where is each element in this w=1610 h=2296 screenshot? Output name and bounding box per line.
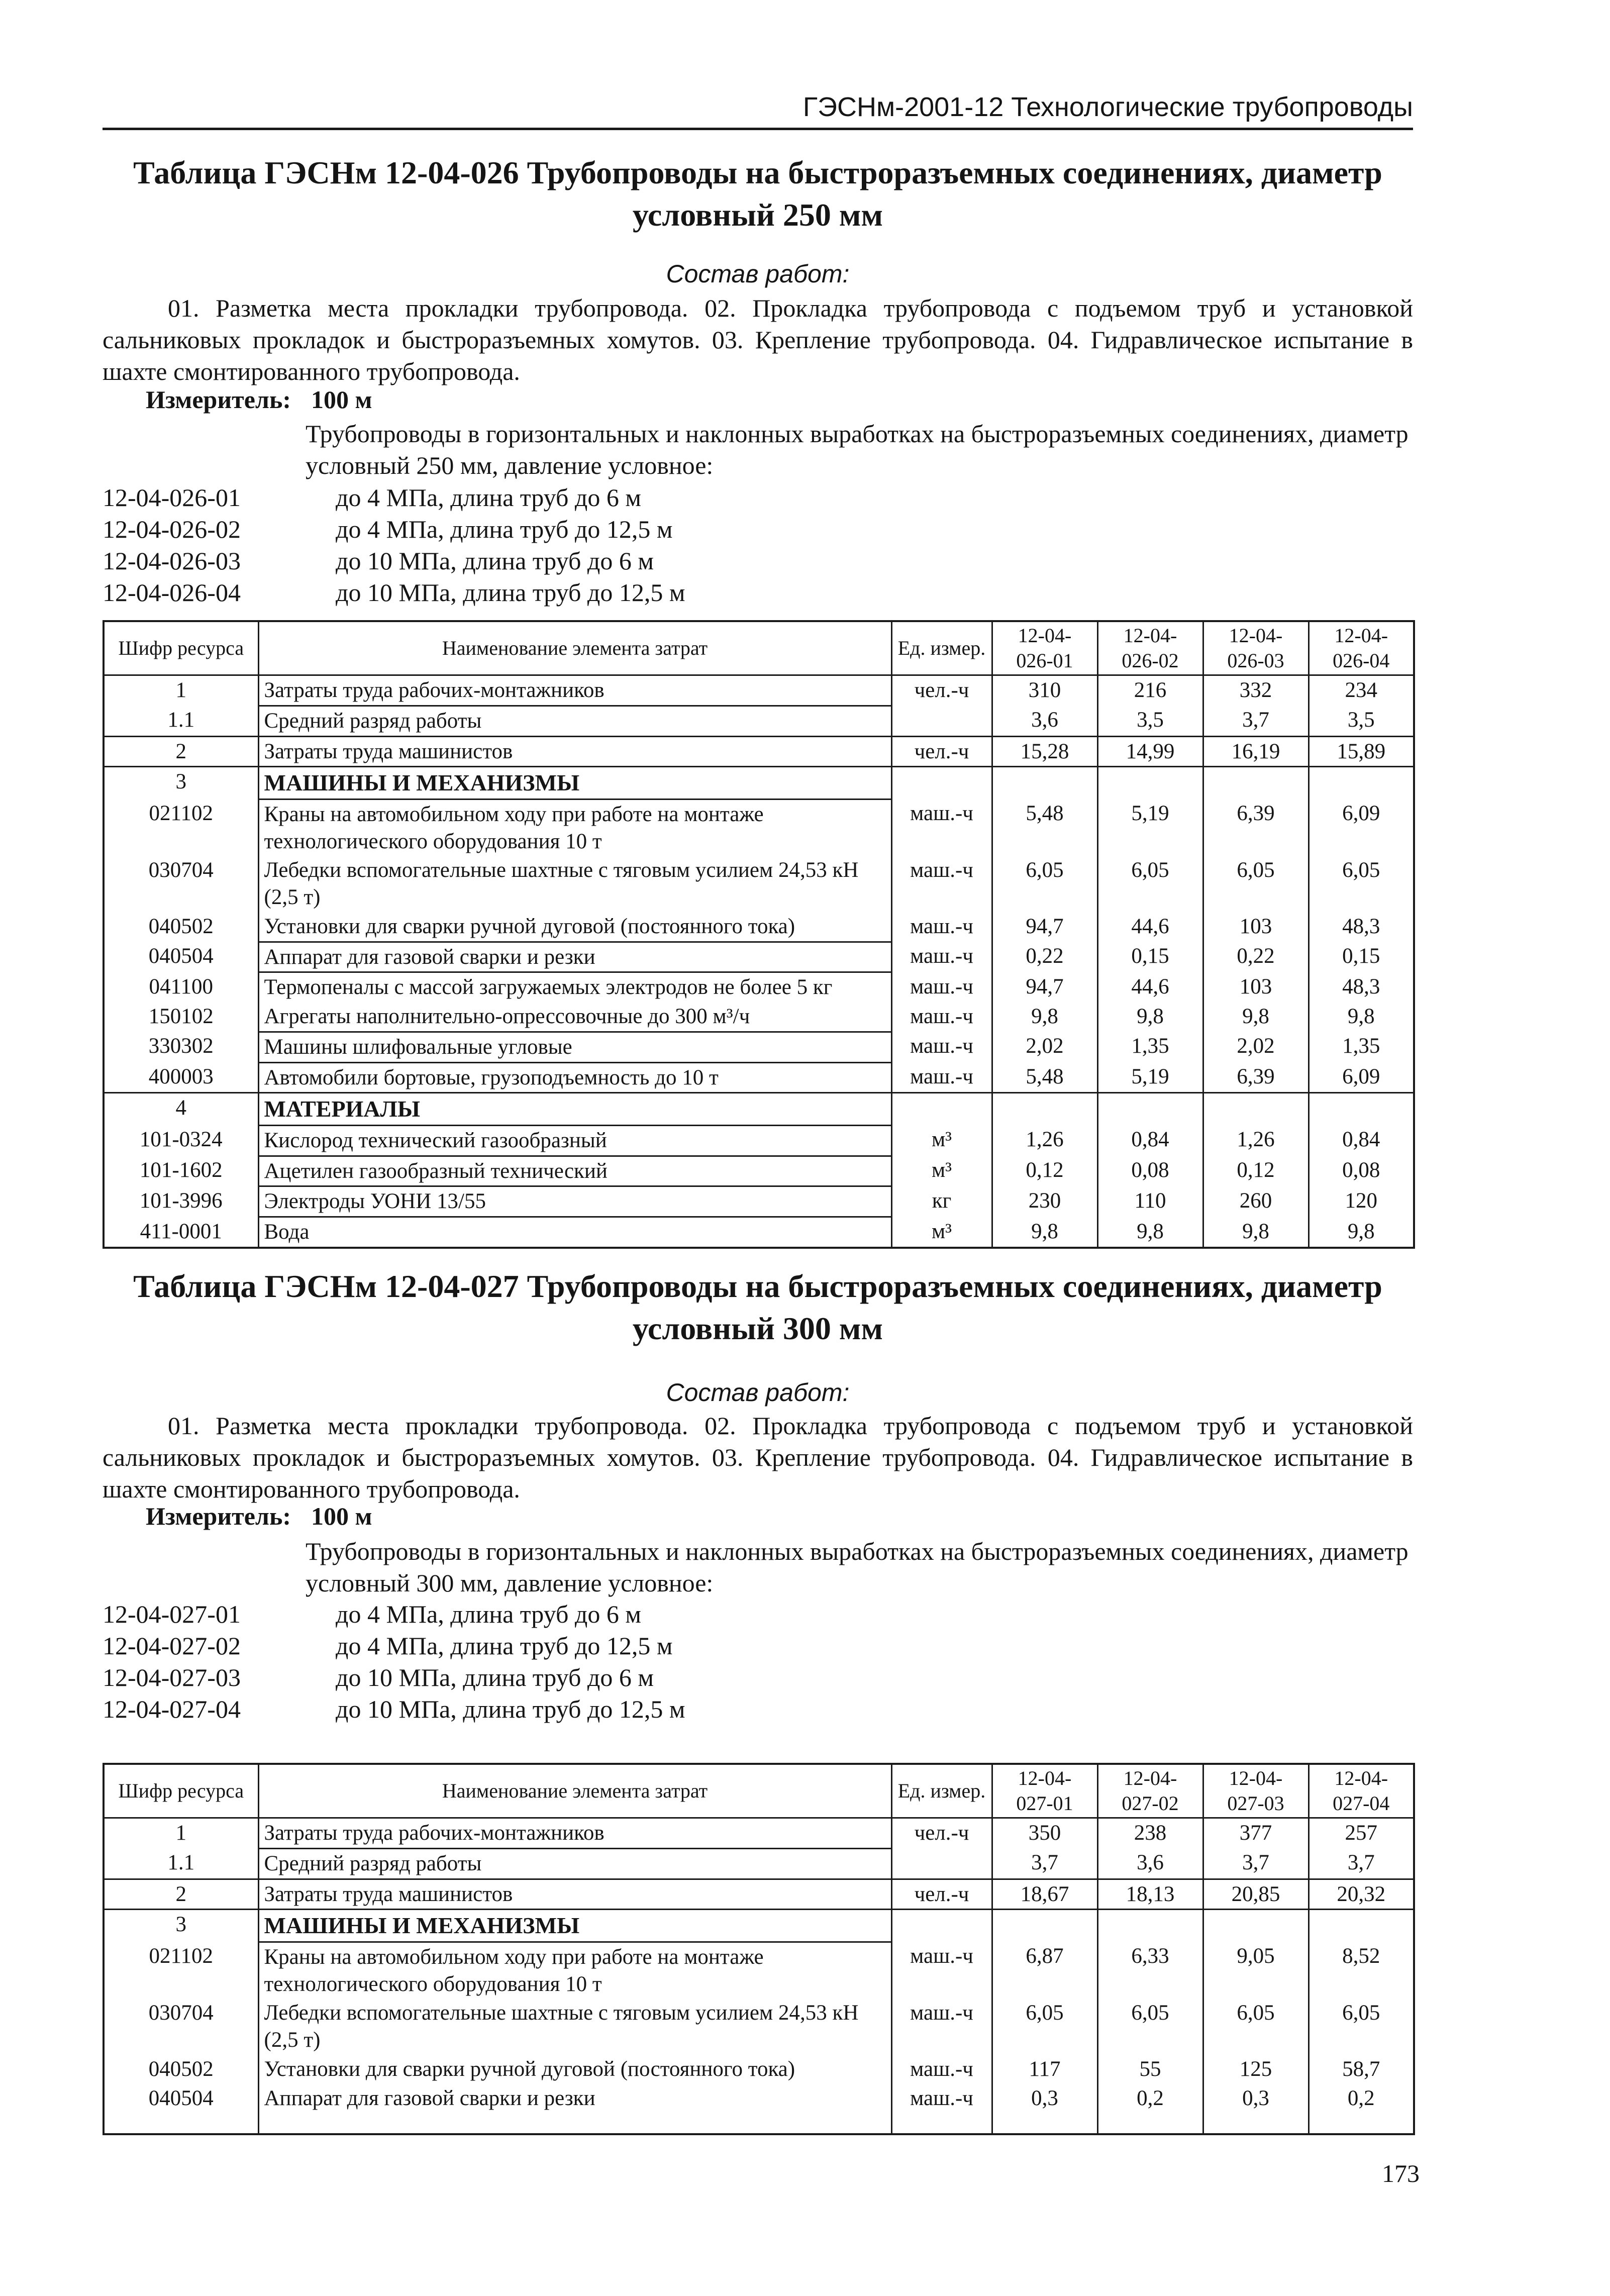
cell-value: 0,12 bbox=[992, 1156, 1097, 1186]
cell-value: 15,28 bbox=[992, 736, 1097, 767]
work-operations: 01. Разметка места прокладки трубопровода. 02. Прокладка трубопровода с подъемом труб и установкой сальниковых прокладок и быстроразъемных хомутов. 03. Крепление трубопровода. 04. Гидравлическое испытание в шахте смонтированного трубопровода. bbox=[103, 294, 1413, 385]
cell-code: 2 bbox=[104, 1879, 258, 1910]
table-row bbox=[104, 1156, 1414, 1186]
cell-value: 0,15 bbox=[1097, 942, 1203, 972]
cell-value: 125 bbox=[1203, 2055, 1309, 2084]
variant-code: 12-04-027-01 bbox=[103, 1600, 241, 1628]
cell-value: 8,52 bbox=[1309, 1942, 1414, 1999]
column-header-name: Наименование элемента затрат bbox=[258, 621, 891, 675]
cell-unit: чел.-ч bbox=[891, 1879, 992, 1910]
table-title-line1: Таблица ГЭСНм 12-04-027 Трубопроводы на быстроразъемных соединениях, диаметр bbox=[133, 1268, 1382, 1304]
cell-name: Кислород технический газообразный bbox=[258, 1125, 891, 1156]
cell-value: 5,48 bbox=[992, 1062, 1097, 1093]
cell-name: Установки для сварки ручной дуговой (постоянного тока) bbox=[258, 2055, 891, 2084]
variant-text: до 10 МПа, длина труб до 6 м bbox=[336, 1663, 654, 1691]
cell-value: 18,13 bbox=[1097, 1879, 1203, 1910]
cell-code: 101-3996 bbox=[104, 1186, 258, 1217]
table-section-row bbox=[104, 1910, 1414, 1942]
table-row bbox=[104, 1942, 1414, 1999]
cell-value: 5,19 bbox=[1097, 799, 1203, 856]
cell-value: 0,84 bbox=[1309, 1125, 1414, 1156]
cell-name: Машины шлифовальные угловые bbox=[258, 1032, 891, 1062]
cell-value: 6,05 bbox=[1203, 856, 1309, 912]
cell-value: 6,09 bbox=[1309, 1062, 1414, 1093]
cell-value: 120 bbox=[1309, 1186, 1414, 1217]
cell-value: 6,05 bbox=[1203, 1999, 1309, 2055]
cell-value: 9,8 bbox=[1097, 1217, 1203, 1248]
cell-unit: чел.-ч bbox=[891, 675, 992, 706]
cell-value: 3,7 bbox=[1309, 1848, 1414, 1879]
cell-unit: маш.-ч bbox=[891, 942, 992, 972]
table-row bbox=[104, 942, 1414, 972]
cell-value: 0,84 bbox=[1097, 1125, 1203, 1156]
cell-name: Средний разряд работы bbox=[258, 1848, 891, 1879]
variant-row bbox=[103, 1661, 1413, 1693]
cell-value: 230 bbox=[992, 1186, 1097, 1217]
cell-unit: маш.-ч bbox=[891, 2055, 992, 2084]
cell-value: 44,6 bbox=[1097, 912, 1203, 942]
variant-code: 12-04-026-03 bbox=[103, 546, 241, 575]
resource-table bbox=[103, 620, 1415, 1249]
cell-name: Затраты труда рабочих-монтажников bbox=[258, 675, 891, 706]
cell-unit: маш.-ч bbox=[891, 1062, 992, 1093]
table-section-row bbox=[104, 767, 1414, 800]
work-composition-label: Состав работ: bbox=[666, 260, 850, 288]
norm-group-description: Трубопроводы в горизонтальных и наклонных выработках на быстроразъемных соединениях, диаметр условный 250 мм, давление условное: bbox=[306, 420, 1408, 479]
cell-value: 2,02 bbox=[992, 1032, 1097, 1062]
variant-code: 12-04-027-04 bbox=[103, 1694, 241, 1723]
cell-value: 6,39 bbox=[1203, 799, 1309, 856]
cell-code: 3 bbox=[104, 1910, 258, 1942]
cell-name: Краны на автомобильном ходу при работе на монтаже технологического оборудования 10 т bbox=[258, 1942, 891, 1999]
variant-text: до 4 МПа, длина труб до 6 м bbox=[336, 483, 641, 512]
measure-value: 100 м bbox=[311, 1502, 372, 1530]
measure-label: Измеритель: bbox=[146, 385, 291, 414]
cell-value: 0,3 bbox=[1203, 2084, 1309, 2134]
cell-value: 0,08 bbox=[1309, 1156, 1414, 1186]
table-row bbox=[104, 1818, 1414, 1849]
variant-code: 12-04-026-04 bbox=[103, 578, 241, 607]
table-row bbox=[104, 856, 1414, 912]
table-row bbox=[104, 799, 1414, 856]
column-header-code: Шифр ресурса bbox=[104, 621, 258, 675]
page-number: 173 bbox=[1382, 2159, 1420, 2187]
cell-value: 6,87 bbox=[992, 1942, 1097, 1999]
cell-unit: чел.-ч bbox=[891, 736, 992, 767]
table-row bbox=[104, 1848, 1414, 1879]
cell-name: Аппарат для газовой сварки и резки bbox=[258, 2084, 891, 2134]
cell-name: МАТЕРИАЛЫ bbox=[258, 1093, 891, 1126]
cell-value: 3,7 bbox=[1203, 706, 1309, 736]
cell-name: Лебедки вспомогательные шахтные с тяговым усилием 24,53 кН (2,5 т) bbox=[258, 1999, 891, 2055]
column-header-norm: 12-04- 027-01 bbox=[992, 1764, 1097, 1818]
table-row bbox=[104, 1032, 1414, 1062]
variant-list bbox=[103, 1598, 1413, 1725]
norm-group-description: Трубопроводы в горизонтальных и наклонных выработках на быстроразъемных соединениях, диаметр условный 300 мм, давление условное: bbox=[306, 1537, 1408, 1597]
variant-row bbox=[103, 576, 1413, 608]
cell-unit: маш.-ч bbox=[891, 2084, 992, 2134]
cell-value: 110 bbox=[1097, 1186, 1203, 1217]
column-header-norm: 12-04- 026-02 bbox=[1097, 621, 1203, 675]
cell-unit: маш.-ч bbox=[891, 856, 992, 912]
column-header-norm: 12-04- 026-01 bbox=[992, 621, 1097, 675]
cell-unit: чел.-ч bbox=[891, 1818, 992, 1849]
variant-row bbox=[103, 513, 1413, 545]
column-header-norm: 12-04- 027-03 bbox=[1203, 1764, 1309, 1818]
cell-code: 1.1 bbox=[104, 706, 258, 736]
cell-value: 6,05 bbox=[992, 1999, 1097, 2055]
table-row bbox=[104, 2055, 1414, 2084]
variant-text: до 10 МПа, длина труб до 12,5 м bbox=[336, 1694, 685, 1723]
cell-value: 9,8 bbox=[1203, 1217, 1309, 1248]
cell-name: Краны на автомобильном ходу при работе на монтаже технологического оборудования 10 т bbox=[258, 799, 891, 856]
table-title bbox=[103, 1265, 1413, 1350]
variant-code: 12-04-026-01 bbox=[103, 483, 241, 512]
table-title bbox=[103, 152, 1413, 236]
cell-value: 0,22 bbox=[992, 942, 1097, 972]
cell-value: 3,5 bbox=[1309, 706, 1414, 736]
cell-value: 6,05 bbox=[1097, 856, 1203, 912]
table-row bbox=[104, 2084, 1414, 2134]
cell-value: 3,6 bbox=[1097, 1848, 1203, 1879]
cell-code: 040504 bbox=[104, 942, 258, 972]
cell-value: 1,35 bbox=[1309, 1032, 1414, 1062]
table-row bbox=[104, 1879, 1414, 1910]
cell-unit: маш.-ч bbox=[891, 972, 992, 1002]
cell-name: Аппарат для газовой сварки и резки bbox=[258, 942, 891, 972]
cell-value: 1,26 bbox=[1203, 1125, 1309, 1156]
cell-name: Вода bbox=[258, 1217, 891, 1248]
cell-code: 1 bbox=[104, 1818, 258, 1849]
table-row bbox=[104, 675, 1414, 706]
measure-value: 100 м bbox=[311, 385, 372, 414]
table-section-row bbox=[104, 1093, 1414, 1126]
cell-value: 9,8 bbox=[1309, 1002, 1414, 1032]
cell-value: 0,2 bbox=[1097, 2084, 1203, 2134]
cell-value: 257 bbox=[1309, 1818, 1414, 1849]
cell-value: 332 bbox=[1203, 675, 1309, 706]
column-header-norm: 12-04- 027-02 bbox=[1097, 1764, 1203, 1818]
cell-value: 3,7 bbox=[1203, 1848, 1309, 1879]
table-row bbox=[104, 736, 1414, 767]
cell-unit: м³ bbox=[891, 1217, 992, 1248]
cell-unit: маш.-ч bbox=[891, 1942, 992, 1999]
cell-value: 94,7 bbox=[992, 972, 1097, 1002]
cell-value: 3,7 bbox=[992, 1848, 1097, 1879]
table-title-line2: условный 250 мм bbox=[632, 197, 883, 233]
table-row bbox=[104, 706, 1414, 736]
cell-value: 6,09 bbox=[1309, 799, 1414, 856]
table-row bbox=[104, 1186, 1414, 1217]
variant-code: 12-04-026-02 bbox=[103, 515, 241, 543]
cell-value: 9,05 bbox=[1203, 1942, 1309, 1999]
variant-code: 12-04-027-03 bbox=[103, 1663, 241, 1691]
cell-value: 0,12 bbox=[1203, 1156, 1309, 1186]
cell-value: 310 bbox=[992, 675, 1097, 706]
variant-text: до 4 МПа, длина труб до 12,5 м bbox=[336, 1631, 673, 1660]
cell-value: 20,32 bbox=[1309, 1879, 1414, 1910]
cell-unit: маш.-ч bbox=[891, 1999, 992, 2055]
cell-code: 1 bbox=[104, 675, 258, 706]
cell-value: 55 bbox=[1097, 2055, 1203, 2084]
variant-row bbox=[103, 1598, 1413, 1630]
variant-row bbox=[103, 1630, 1413, 1661]
cell-value: 350 bbox=[992, 1818, 1097, 1849]
column-header-unit: Ед. измер. bbox=[891, 621, 992, 675]
cell-value: 94,7 bbox=[992, 912, 1097, 942]
cell-value: 103 bbox=[1203, 972, 1309, 1002]
table-row bbox=[104, 1002, 1414, 1032]
cell-unit: м³ bbox=[891, 1125, 992, 1156]
cell-value: 238 bbox=[1097, 1818, 1203, 1849]
cell-name: МАШИНЫ И МЕХАНИЗМЫ bbox=[258, 767, 891, 800]
cell-value: 48,3 bbox=[1309, 912, 1414, 942]
variant-list bbox=[103, 481, 1413, 608]
variant-text: до 4 МПа, длина труб до 12,5 м bbox=[336, 515, 673, 543]
table-row bbox=[104, 912, 1414, 942]
cell-code: 030704 bbox=[104, 856, 258, 912]
cell-code: 040502 bbox=[104, 2055, 258, 2084]
cell-name: Затраты труда рабочих-монтажников bbox=[258, 1818, 891, 1849]
cell-name: Затраты труда машинистов bbox=[258, 1879, 891, 1910]
cell-unit: маш.-ч bbox=[891, 912, 992, 942]
cell-value: 58,7 bbox=[1309, 2055, 1414, 2084]
cell-value: 1,35 bbox=[1097, 1032, 1203, 1062]
cell-value: 234 bbox=[1309, 675, 1414, 706]
variant-text: до 10 МПа, длина труб до 6 м bbox=[336, 546, 654, 575]
cell-value: 0,22 bbox=[1203, 942, 1309, 972]
column-header-norm: 12-04- 026-04 bbox=[1309, 621, 1414, 675]
cell-value: 6,39 bbox=[1203, 1062, 1309, 1093]
cell-name: Автомобили бортовые, грузоподъемность до 10 т bbox=[258, 1062, 891, 1093]
cell-value: 15,89 bbox=[1309, 736, 1414, 767]
cell-unit: маш.-ч bbox=[891, 1032, 992, 1062]
table-row bbox=[104, 972, 1414, 1002]
cell-name: Затраты труда машинистов bbox=[258, 736, 891, 767]
cell-value: 117 bbox=[992, 2055, 1097, 2084]
cell-value: 3,5 bbox=[1097, 706, 1203, 736]
cell-name: Ацетилен газообразный технический bbox=[258, 1156, 891, 1186]
cell-value: 16,19 bbox=[1203, 736, 1309, 767]
cell-code: 021102 bbox=[104, 799, 258, 856]
cell-code: 101-1602 bbox=[104, 1156, 258, 1186]
table-row bbox=[104, 1217, 1414, 1248]
cell-code: 411-0001 bbox=[104, 1217, 258, 1248]
cell-value: 0,3 bbox=[992, 2084, 1097, 2134]
cell-code: 4 bbox=[104, 1093, 258, 1126]
variant-text: до 4 МПа, длина труб до 6 м bbox=[336, 1600, 641, 1628]
column-header-unit: Ед. измер. bbox=[891, 1764, 992, 1818]
variant-text: до 10 МПа, длина труб до 12,5 м bbox=[336, 578, 685, 607]
column-header-norm: 12-04- 026-03 bbox=[1203, 621, 1309, 675]
cell-value: 44,6 bbox=[1097, 972, 1203, 1002]
cell-value: 9,8 bbox=[1203, 1002, 1309, 1032]
cell-value: 3,6 bbox=[992, 706, 1097, 736]
cell-name: Средний разряд работы bbox=[258, 706, 891, 736]
column-header-norm: 12-04- 027-04 bbox=[1309, 1764, 1414, 1818]
work-operations: 01. Разметка места прокладки трубопровода. 02. Прокладка трубопровода с подъемом труб и установкой сальниковых прокладок и быстроразъемных хомутов. 03. Крепление трубопровода. 04. Гидравлическое испытание в шахте смонтированного трубопровода. bbox=[103, 1412, 1413, 1503]
column-header-name: Наименование элемента затрат bbox=[258, 1764, 891, 1818]
cell-unit: м³ bbox=[891, 1156, 992, 1186]
column-header-code: Шифр ресурса bbox=[104, 1764, 258, 1818]
measure-line bbox=[146, 1502, 392, 1531]
cell-value: 377 bbox=[1203, 1818, 1309, 1849]
cell-value: 5,48 bbox=[992, 799, 1097, 856]
variant-code: 12-04-027-02 bbox=[103, 1631, 241, 1660]
cell-value: 1,26 bbox=[992, 1125, 1097, 1156]
cell-unit bbox=[891, 1848, 992, 1879]
running-header-text: ГЭСНм-2001-12 Технологические трубопроводы bbox=[802, 92, 1413, 122]
cell-value: 20,85 bbox=[1203, 1879, 1309, 1910]
cell-code: 2 bbox=[104, 736, 258, 767]
cell-value: 6,05 bbox=[1309, 856, 1414, 912]
cell-value: 6,05 bbox=[992, 856, 1097, 912]
cell-unit: кг bbox=[891, 1186, 992, 1217]
cell-code: 021102 bbox=[104, 1942, 258, 1999]
cell-value: 6,05 bbox=[1309, 1999, 1414, 2055]
cell-value: 9,8 bbox=[992, 1217, 1097, 1248]
variant-row bbox=[103, 545, 1413, 576]
cell-name: Электроды УОНИ 13/55 bbox=[258, 1186, 891, 1217]
work-composition-label: Состав работ: bbox=[666, 1378, 850, 1407]
cell-value: 18,67 bbox=[992, 1879, 1097, 1910]
table-title-line1: Таблица ГЭСНм 12-04-026 Трубопроводы на быстроразъемных соединениях, диаметр bbox=[133, 155, 1382, 190]
cell-unit bbox=[891, 706, 992, 736]
cell-code: 3 bbox=[104, 767, 258, 800]
cell-value: 9,8 bbox=[1309, 1217, 1414, 1248]
cell-code: 040504 bbox=[104, 2084, 258, 2134]
cell-code: 1.1 bbox=[104, 1848, 258, 1879]
cell-unit: маш.-ч bbox=[891, 1002, 992, 1032]
cell-value: 2,02 bbox=[1203, 1032, 1309, 1062]
cell-value: 6,05 bbox=[1097, 1999, 1203, 2055]
variant-row bbox=[103, 1693, 1413, 1725]
cell-code: 030704 bbox=[104, 1999, 258, 2055]
measure-line bbox=[146, 385, 392, 414]
cell-name: Установки для сварки ручной дуговой (постоянного тока) bbox=[258, 912, 891, 942]
cell-code: 400003 bbox=[104, 1062, 258, 1093]
cell-value: 216 bbox=[1097, 675, 1203, 706]
table-row bbox=[104, 1062, 1414, 1093]
measure-label: Измеритель: bbox=[146, 1502, 291, 1530]
cell-name: Агрегаты наполнительно-опрессовочные до 300 м³/ч bbox=[258, 1002, 891, 1032]
cell-value: 48,3 bbox=[1309, 972, 1414, 1002]
resource-table bbox=[103, 1763, 1415, 2135]
table-row bbox=[104, 1125, 1414, 1156]
variant-row bbox=[103, 481, 1413, 513]
table-title-line2: условный 300 мм bbox=[632, 1311, 883, 1346]
cell-name: Термопеналы с массой загружаемых электродов не более 5 кг bbox=[258, 972, 891, 1002]
cell-unit: маш.-ч bbox=[891, 799, 992, 856]
running-header bbox=[103, 94, 1413, 130]
cell-name: МАШИНЫ И МЕХАНИЗМЫ bbox=[258, 1910, 891, 1942]
cell-code: 101-0324 bbox=[104, 1125, 258, 1156]
cell-code: 040502 bbox=[104, 912, 258, 942]
cell-value: 0,15 bbox=[1309, 942, 1414, 972]
cell-code: 041100 bbox=[104, 972, 258, 1002]
cell-value: 0,2 bbox=[1309, 2084, 1414, 2134]
cell-value: 14,99 bbox=[1097, 736, 1203, 767]
cell-value: 103 bbox=[1203, 912, 1309, 942]
cell-value: 6,33 bbox=[1097, 1942, 1203, 1999]
cell-code: 150102 bbox=[104, 1002, 258, 1032]
cell-value: 260 bbox=[1203, 1186, 1309, 1217]
cell-name: Лебедки вспомогательные шахтные с тяговым усилием 24,53 кН (2,5 т) bbox=[258, 856, 891, 912]
cell-code: 330302 bbox=[104, 1032, 258, 1062]
table-row bbox=[104, 1999, 1414, 2055]
cell-value: 5,19 bbox=[1097, 1062, 1203, 1093]
cell-value: 9,8 bbox=[992, 1002, 1097, 1032]
cell-value: 0,08 bbox=[1097, 1156, 1203, 1186]
cell-value: 9,8 bbox=[1097, 1002, 1203, 1032]
